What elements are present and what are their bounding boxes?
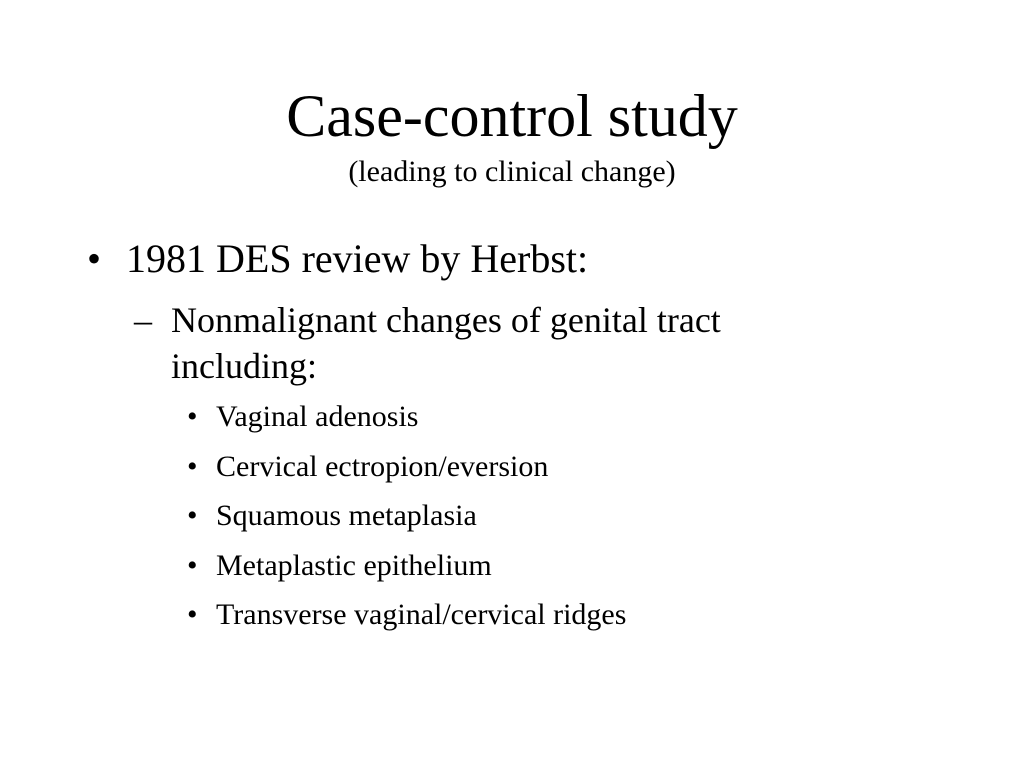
bullet-marker: • <box>187 449 198 483</box>
list-item-text: Squamous metaplasia <box>216 499 477 532</box>
sub-bullet-text: Nonmalignant changes of genital tract including: <box>171 300 721 386</box>
bullet-text: 1981 DES review by Herbst: <box>126 236 589 281</box>
list-item-text: Metaplastic epithelium <box>216 548 492 582</box>
slide-title: Case-control study <box>286 83 738 149</box>
list-item-text: Cervical ectropion/eversion <box>216 449 549 483</box>
bullet-marker: • <box>87 236 102 281</box>
slide-subtitle: (leading to clinical change) <box>348 155 676 188</box>
bullet-marker: • <box>187 499 198 532</box>
bullet-marker: • <box>187 598 198 631</box>
bullet-marker: • <box>187 400 198 433</box>
bullet-marker: • <box>187 548 198 582</box>
list-item-text: Vaginal adenosis <box>216 400 419 433</box>
dash-marker: – <box>134 300 152 340</box>
list-item-text: Transverse vaginal/cervical ridges <box>216 598 627 631</box>
